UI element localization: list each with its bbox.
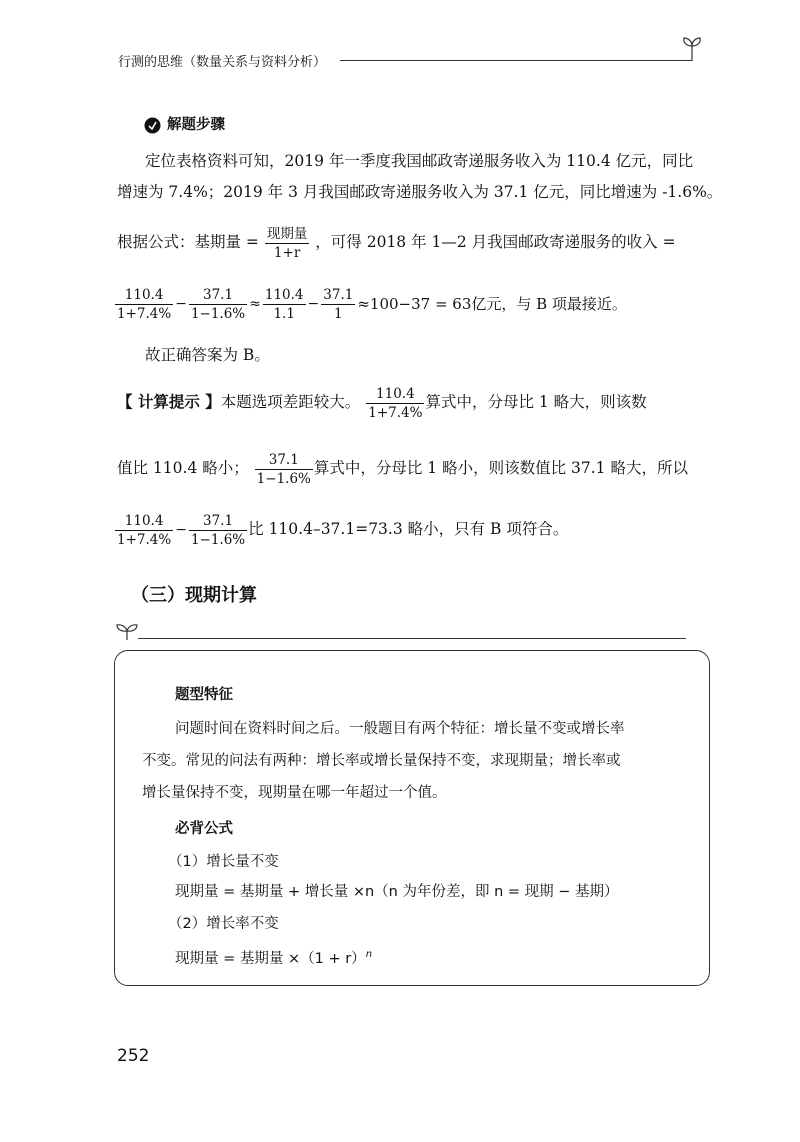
- formula2-base: 现期量 = 基期量 ×（1 + r）: [175, 950, 366, 967]
- running-header-title: 行测的思维（数量关系与资料分析）: [118, 55, 327, 70]
- formula2: [175, 945, 372, 969]
- solution-para1-line2: 增速为 7.4%；2019 年 3 月我国邮政寄递服务收入为 37.1 亿元，同比增速为 -1.6%。: [117, 183, 723, 201]
- solution-heading: 解题步骤: [167, 117, 225, 133]
- minus-sign: −: [175, 522, 187, 538]
- fraction-numerator: 37.1: [255, 452, 313, 470]
- calc-fraction-3: [263, 287, 306, 322]
- formula-suffix: ，可得 2018 年 1—2 月我国邮政寄递服务的收入 =: [315, 233, 676, 251]
- fraction-numerator: 现期量: [266, 225, 308, 242]
- formula-item1: （1）增长量不变: [168, 854, 279, 870]
- fraction-denominator: 1+7.4%: [368, 404, 423, 421]
- fraction-numerator: 110.4: [264, 286, 304, 303]
- tip-fraction-3: [115, 513, 173, 548]
- fraction-numerator: 37.1: [323, 286, 354, 303]
- fraction-denominator: 1+7.4%: [117, 531, 172, 548]
- formula-heading: 必背公式: [175, 821, 233, 837]
- fraction-numerator: 110.4: [115, 513, 173, 531]
- fraction-denominator: 1: [334, 305, 343, 322]
- tip-line1: [117, 384, 647, 421]
- tip-text: 算式中，分母比 1 略小，则该数值比 37.1 略大，所以: [313, 459, 688, 477]
- formula1: 现期量 = 基期量 + 增长量 ×n（n 为年份差，即 n = 现期 − 基期）: [175, 884, 619, 900]
- formula-item2: （2）增长率不变: [168, 916, 279, 932]
- calc-fraction-2: [189, 287, 247, 322]
- calc-fraction-1: [115, 287, 173, 322]
- tip-text: 算式中，分母比 1 略大，则该数: [425, 393, 647, 411]
- solution-para2: [117, 224, 676, 261]
- fraction-denominator: 1−1.6%: [190, 531, 246, 548]
- base-formula-fraction: [265, 226, 310, 261]
- tip-line3: [114, 511, 568, 548]
- calc-fraction-4: [321, 287, 355, 322]
- feature-line2: 不变。常见的问法有两种：增长率或增长量保持不变，求现期量；增长率或: [142, 753, 621, 769]
- feature-line3: 增长量保持不变，现期量在哪一年超过一个值。: [142, 785, 447, 801]
- fraction-denominator: 1−1.6%: [256, 470, 311, 487]
- fraction-numerator: 110.4: [366, 386, 424, 404]
- answer-text: 故正确答案为 B。: [145, 346, 270, 364]
- tip-fraction-2: [255, 452, 313, 487]
- calc-result: ≈100−37 = 63亿元，与 B 项最接近。: [357, 295, 627, 313]
- fraction-denominator: 1+7.4%: [117, 305, 172, 322]
- tip-fraction-1: [366, 386, 424, 421]
- solution-para1-line1: 定位表格资料可知，2019 年一季度我国邮政寄递服务收入为 110.4 亿元，同比: [145, 152, 694, 170]
- tip-text: 本题选项差距较大。: [220, 393, 361, 411]
- feature-heading: 题型特征: [175, 687, 233, 703]
- tip-label: 【 计算提示 】: [117, 393, 221, 411]
- feature-line1: 问题时间在资料时间之后。一般题目有两个特征：增长量不变或增长率: [175, 721, 625, 737]
- fraction-numerator: 37.1: [189, 287, 247, 305]
- tip-fraction-4: [189, 513, 247, 548]
- sprout-icon: [114, 622, 140, 642]
- formula2-exponent: n: [365, 949, 373, 960]
- sprout-icon: [680, 34, 704, 62]
- tip-line2: [117, 450, 688, 487]
- fraction-denominator: 1.1: [273, 305, 295, 322]
- approx-sign: ≈: [249, 296, 261, 312]
- calculation-line: [114, 285, 628, 322]
- box-top-rule: [138, 638, 686, 639]
- minus-sign: −: [175, 296, 187, 312]
- page-number: 252: [117, 1046, 150, 1066]
- tip-text: 值比 110.4 略小；: [117, 459, 249, 477]
- section-heading: （三）现期计算: [131, 585, 257, 606]
- fraction-numerator: 37.1: [189, 513, 247, 531]
- fraction-numerator: 110.4: [115, 287, 173, 305]
- step-marker-icon: [144, 117, 161, 134]
- fraction-denominator: 1−1.6%: [190, 305, 246, 322]
- tip-text: 比 110.4–37.1=73.3 略小，只有 B 项符合。: [248, 520, 569, 538]
- fraction-denominator: 1+r: [273, 244, 301, 261]
- formula-prefix: 根据公式：基期量 =: [117, 233, 259, 251]
- minus-sign: −: [307, 296, 320, 312]
- header-rule: [340, 60, 692, 61]
